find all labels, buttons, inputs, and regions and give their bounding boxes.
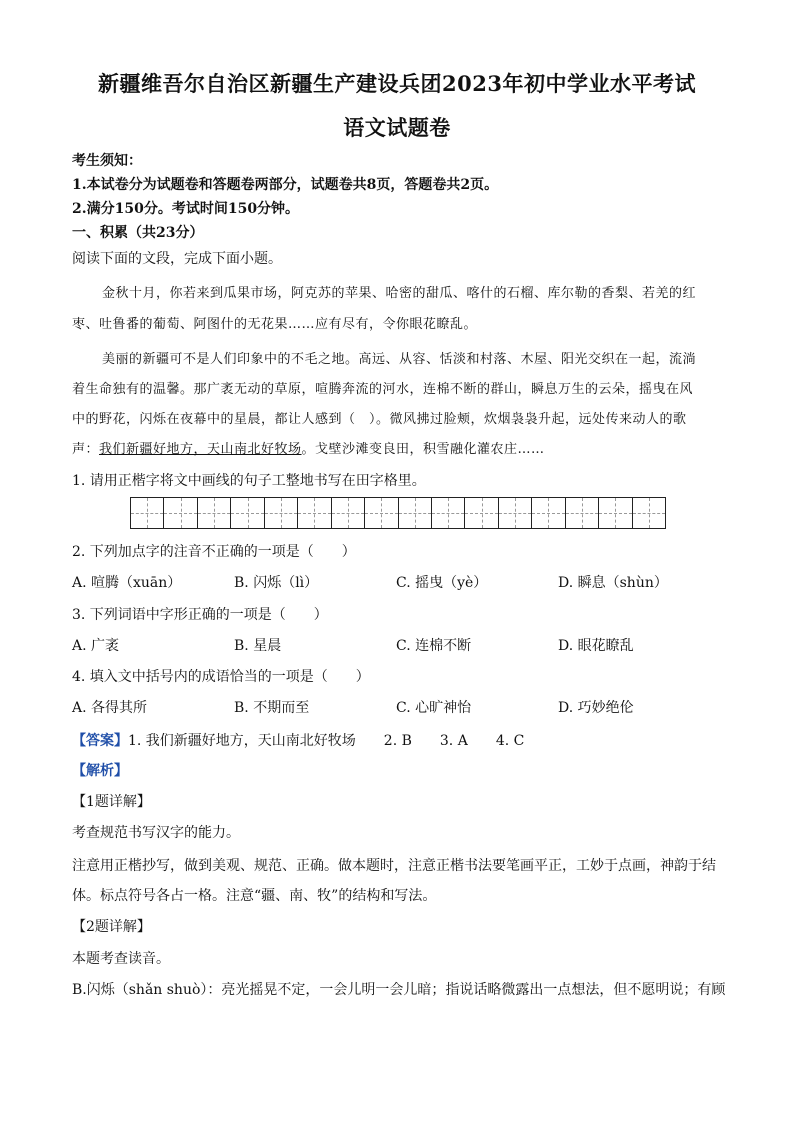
question-1: 1. 请用正楷字将文中画线的句子工整地书写在田字格里。 <box>72 473 426 489</box>
tianzige-grid <box>130 497 666 529</box>
grid-cell <box>399 498 432 528</box>
passage-text: 。戈壁沙滩变良田，积雪融化灌农庄…… <box>301 442 545 457</box>
exam-title-line2: 语文试题卷 <box>343 115 451 140</box>
grid-cell <box>499 498 532 528</box>
question-4: 4. 填入文中括号内的成语恰当的一项是（ ） <box>72 669 370 685</box>
exam-title-line1: 新疆维吾尔自治区新疆生产建设兵团2023年初中学业水平考试 <box>98 71 696 96</box>
grid-cell <box>131 498 164 528</box>
q2-option-a: A. 喧腾（xuān） <box>72 575 182 591</box>
q3-option-a: A. 广袤 <box>72 638 120 654</box>
q3-option-c: C. 连棉不断 <box>396 638 472 654</box>
passage-line: 中的野花，闪烁在夜幕中的星晨，都让人感到（ ）。微风拂过脸颊，炊烟袅袅升起，远处传来动人的歌 <box>72 412 687 427</box>
q4-option-c: C. 心旷神怡 <box>396 700 472 716</box>
q2-option-b: B. 闪烁（lì） <box>234 575 319 591</box>
grid-cell <box>298 498 331 528</box>
q3-option-d: D. 眼花瞭乱 <box>558 638 634 654</box>
question-3: 3. 下列词语中字形正确的一项是（ ） <box>72 607 328 623</box>
grid-cell <box>265 498 298 528</box>
answer-line <box>72 730 722 750</box>
grid-cell <box>566 498 599 528</box>
passage-line: 金秋十月，你若来到瓜果市场，阿克苏的苹果、哈密的甜瓜、喀什的石榴、库尔勒的香梨、若羌的红 <box>102 286 697 301</box>
analysis-tag: 【解析】 <box>72 763 128 779</box>
passage-line: 着生命独有的温馨。那广袤无动的草原，喧腾奔流的河水，连棉不断的群山，瞬息万生的云朵，摇曳在风 <box>72 382 694 397</box>
passage-line: 美丽的新疆可不是人们印象中的不毛之地。高远、从容、恬淡和村落、木屋、阳光交织在一起，流淌 <box>102 352 697 367</box>
notice-heading: 考生须知： <box>72 153 142 169</box>
q4-option-d: D. 巧妙绝伦 <box>558 700 634 716</box>
detail-2-line: 本题考查读音。 <box>72 951 170 967</box>
q4-option-b: B. 不期而至 <box>234 700 310 716</box>
grid-cell <box>231 498 264 528</box>
passage-line: 枣、吐鲁番的葡萄、阿图什的无花果……应有尽有，令你眼花瞭乱。 <box>72 317 478 332</box>
detail-2-heading: 【2题详解】 <box>72 919 151 935</box>
section-heading: 一、积累（共23分） <box>72 225 204 241</box>
detail-1-line: 注意用正楷抄写，做到美观、规范、正确。做本题时，注意正楷书法要笔画平正，工妙于点画，神韵于结 <box>72 858 716 874</box>
grid-cell <box>599 498 632 528</box>
q4-option-a: A. 各得其所 <box>72 700 148 716</box>
notice-item-1: 1.本试卷分为试题卷和答题卷两部分，试题卷共8页，答题卷共2页。 <box>72 177 499 193</box>
grid-cell <box>532 498 565 528</box>
passage-text: 声： <box>72 442 100 457</box>
grid-cell <box>164 498 197 528</box>
grid-cell <box>465 498 498 528</box>
answer-tag: 【答案】 <box>72 733 128 749</box>
underlined-sentence: 我们新疆好地方，天山南北好牧场 <box>99 442 302 457</box>
section-instruction: 阅读下面的文段，完成下面小题。 <box>72 251 282 267</box>
notice-item-2: 2.满分150分。考试时间150分钟。 <box>72 201 300 217</box>
grid-cell <box>198 498 231 528</box>
answer-text: 1. 我们新疆好地方，天山南北好牧场 2. B 3. A 4. C <box>128 733 525 749</box>
grid-cell <box>332 498 365 528</box>
q3-option-b: B. 星晨 <box>234 638 282 654</box>
q2-option-d: D. 瞬息（shùn） <box>558 575 668 591</box>
question-2: 2. 下列加点字的注音不正确的一项是（ ） <box>72 544 356 560</box>
detail-1-heading: 【1题详解】 <box>72 794 151 810</box>
q2-option-c: C. 摇曳（yè） <box>396 575 488 591</box>
grid-cell <box>432 498 465 528</box>
detail-1-line: 考查规范书写汉字的能力。 <box>72 825 240 841</box>
passage-line <box>72 438 722 457</box>
detail-1-line: 体。标点符号各占一格。注意“疆、南、牧”的结构和写法。 <box>72 888 437 904</box>
grid-cell <box>365 498 398 528</box>
grid-cell <box>633 498 665 528</box>
detail-2-line: B.闪烁（shǎn shuò）：亮光摇晃不定，一会儿明一会儿暗；指说话略微露出一点想法，但不愿明说；有顾 <box>72 982 726 998</box>
